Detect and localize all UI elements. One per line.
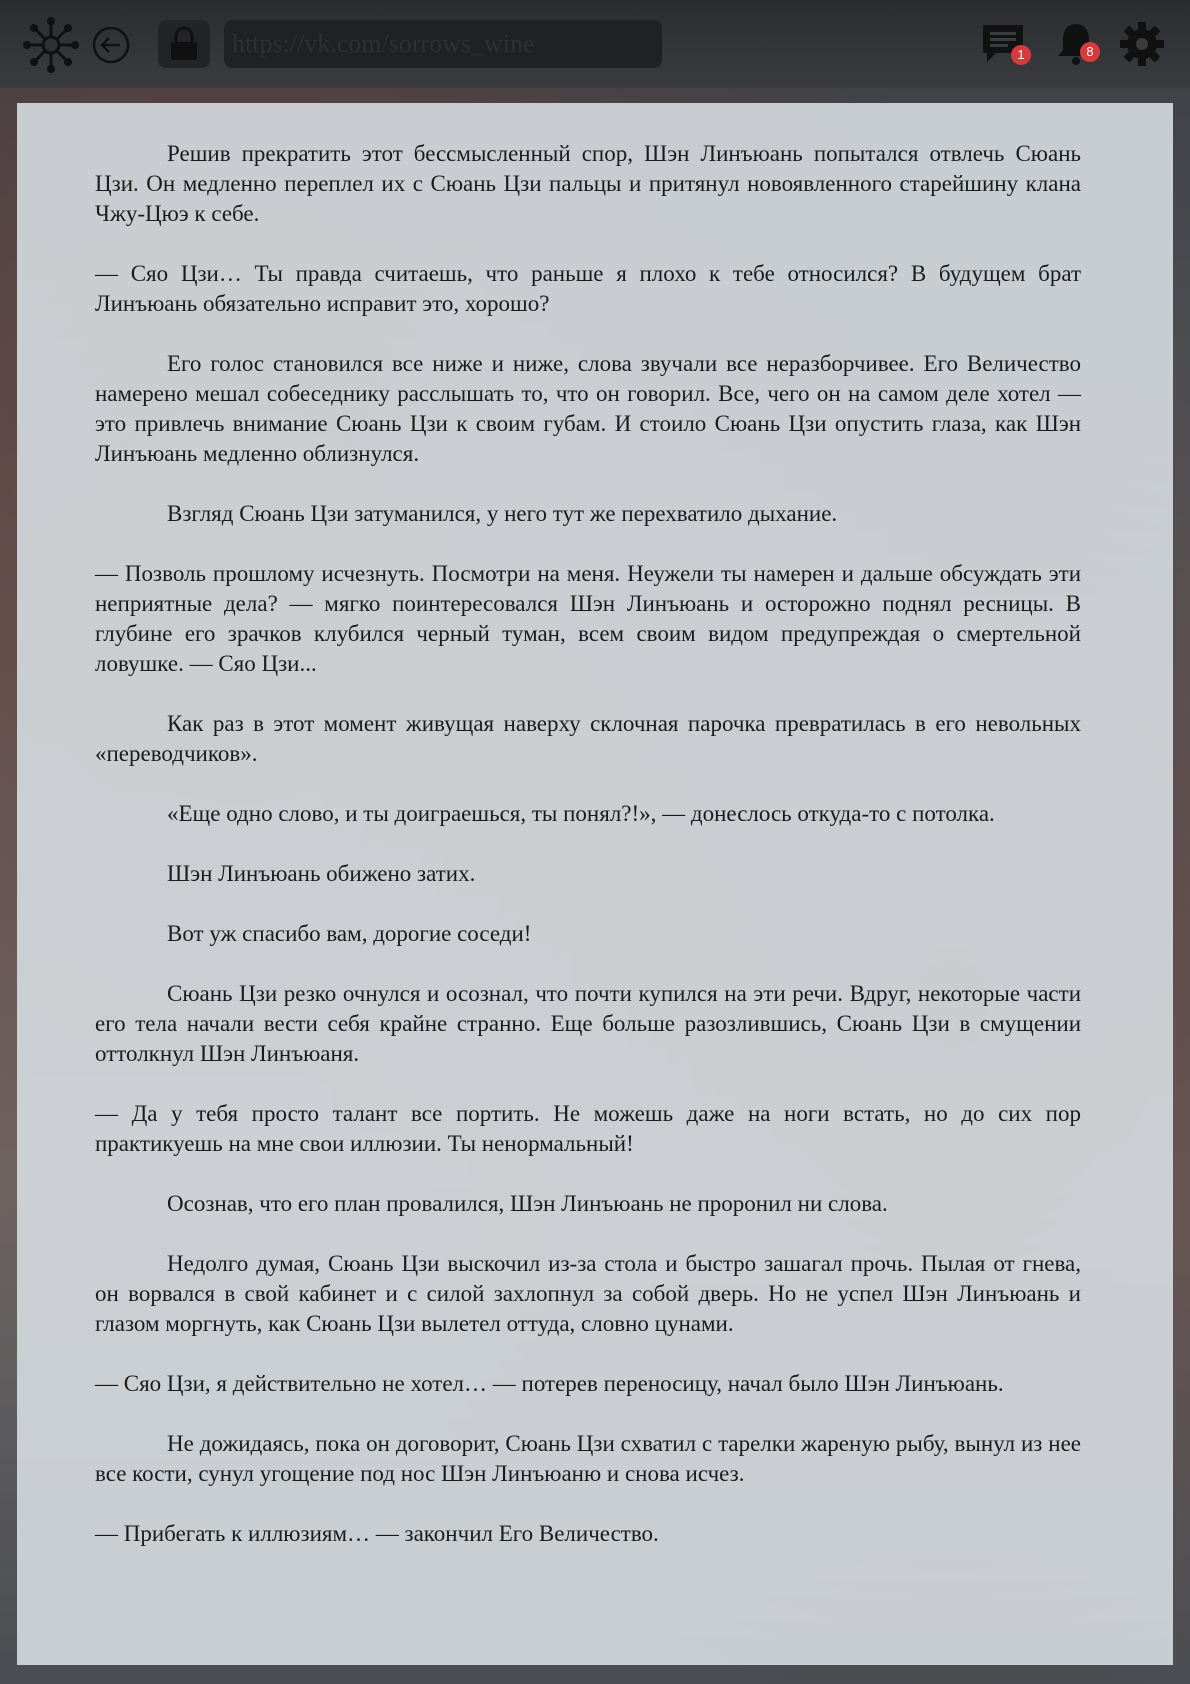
bell-icon[interactable] — [1052, 18, 1100, 68]
back-arrow-icon[interactable] — [90, 24, 132, 66]
article-body — [17, 103, 1173, 1665]
messages-badge: 1 — [1011, 45, 1031, 65]
paragraph: — Позволь прошлому исчезнуть. Посмотри на меня. Неужели ты намерен и дальше обсуждать эти неприятные дела? — мягко поинтересовался Шэн Линъюань и осторожно поднял ресницы. В глубине его зрачков клубился черный туман, всем своим видом предупреждая о смертельной ловушке. — Сяо Цзи... — [95, 561, 1081, 676]
paragraph: Его голос становился все ниже и ниже, слова звучали все неразборчивее. Его Величество намерено мешал собеседнику расслышать то, что он говорил. Все, чего он на самом деле хотел — это привлечь внимание Сюань Цзи к своим губам. И стоило Сюань Цзи опустить глаза, как Шэн Линъюань медленно облизнулся. — [95, 351, 1081, 466]
paragraph: Не дожидаясь, пока он договорит, Сюань Цзи схватил с тарелки жареную рыбу, вынул из нее все кости, сунул угощение под нос Шэн Линъюаню и снова исчез. — [95, 1431, 1081, 1486]
paragraph: — Да у тебя просто талант все портить. Не можешь даже на ноги встать, но до сих пор практикуешь на мне свои иллюзии. Ты ненормальный! — [95, 1101, 1081, 1156]
paragraph: «Еще одно слово, и ты доиграешься, ты понял?!», — донеслось откуда-то с потолка. — [167, 801, 995, 826]
gear-icon[interactable] — [1118, 20, 1166, 68]
paragraph: Вот уж спасибо вам, дорогие соседи! — [167, 921, 532, 946]
paragraph: Сюань Цзи резко очнулся и осознал, что почти купился на эти речи. Вдруг, некоторые части его тела начали вести себя крайне странно. Еще больше разозлившись, Сюань Цзи в смущении оттолкнул Шэн Линъюаня. — [95, 981, 1081, 1066]
browser-toolbar — [0, 0, 1190, 88]
paragraph: — Сяо Цзи, я действительно не хотел… — потерев переносицу, начал было Шэн Линъюань. — [95, 1371, 1004, 1396]
paragraph: Решив прекратить этот бессмысленный спор, Шэн Линъюань попытался отвлечь Сюань Цзи. Он медленно переплел их с Сюань Цзи пальцы и притянул новоявленного старейшину клана Чжу-Цюэ к себе. — [95, 141, 1081, 226]
messages-icon[interactable] — [978, 20, 1028, 68]
paragraph: — Сяо Цзи… Ты правда считаешь, что раньше я плохо к тебе относился? В будущем брат Линъюань обязательно исправит это, хорошо? — [95, 261, 1081, 316]
network-logo-icon[interactable] — [22, 16, 80, 74]
paragraph: Как раз в этот момент живущая наверху склочная парочка превратилась в его невольных «переводчиков». — [95, 711, 1081, 766]
paragraph: Недолго думая, Сюань Цзи выскочил из-за стола и быстро зашагал прочь. Пылая от гнева, он ворвался в свой кабинет и с силой захлопнул за собой дверь. Но не успел Шэн Линъюань и глазом моргнуть, как Сюань Цзи вылетел оттуда, словно цунами. — [95, 1251, 1081, 1336]
url-bar[interactable]: https://vk.com/sorrows_wine — [224, 20, 662, 68]
paragraph: — Прибегать к иллюзиям… — закончил Его Величество. — [95, 1521, 659, 1546]
paragraph: Шэн Линъюань обижено затих. — [167, 861, 476, 886]
notifications-badge: 8 — [1080, 42, 1100, 62]
lock-icon[interactable] — [158, 20, 210, 68]
paragraph: Взгляд Сюань Цзи затуманился, у него тут же перехватило дыхание. — [167, 501, 838, 526]
paragraph: Осознав, что его план провалился, Шэн Линъюань не проронил ни слова. — [167, 1191, 888, 1216]
